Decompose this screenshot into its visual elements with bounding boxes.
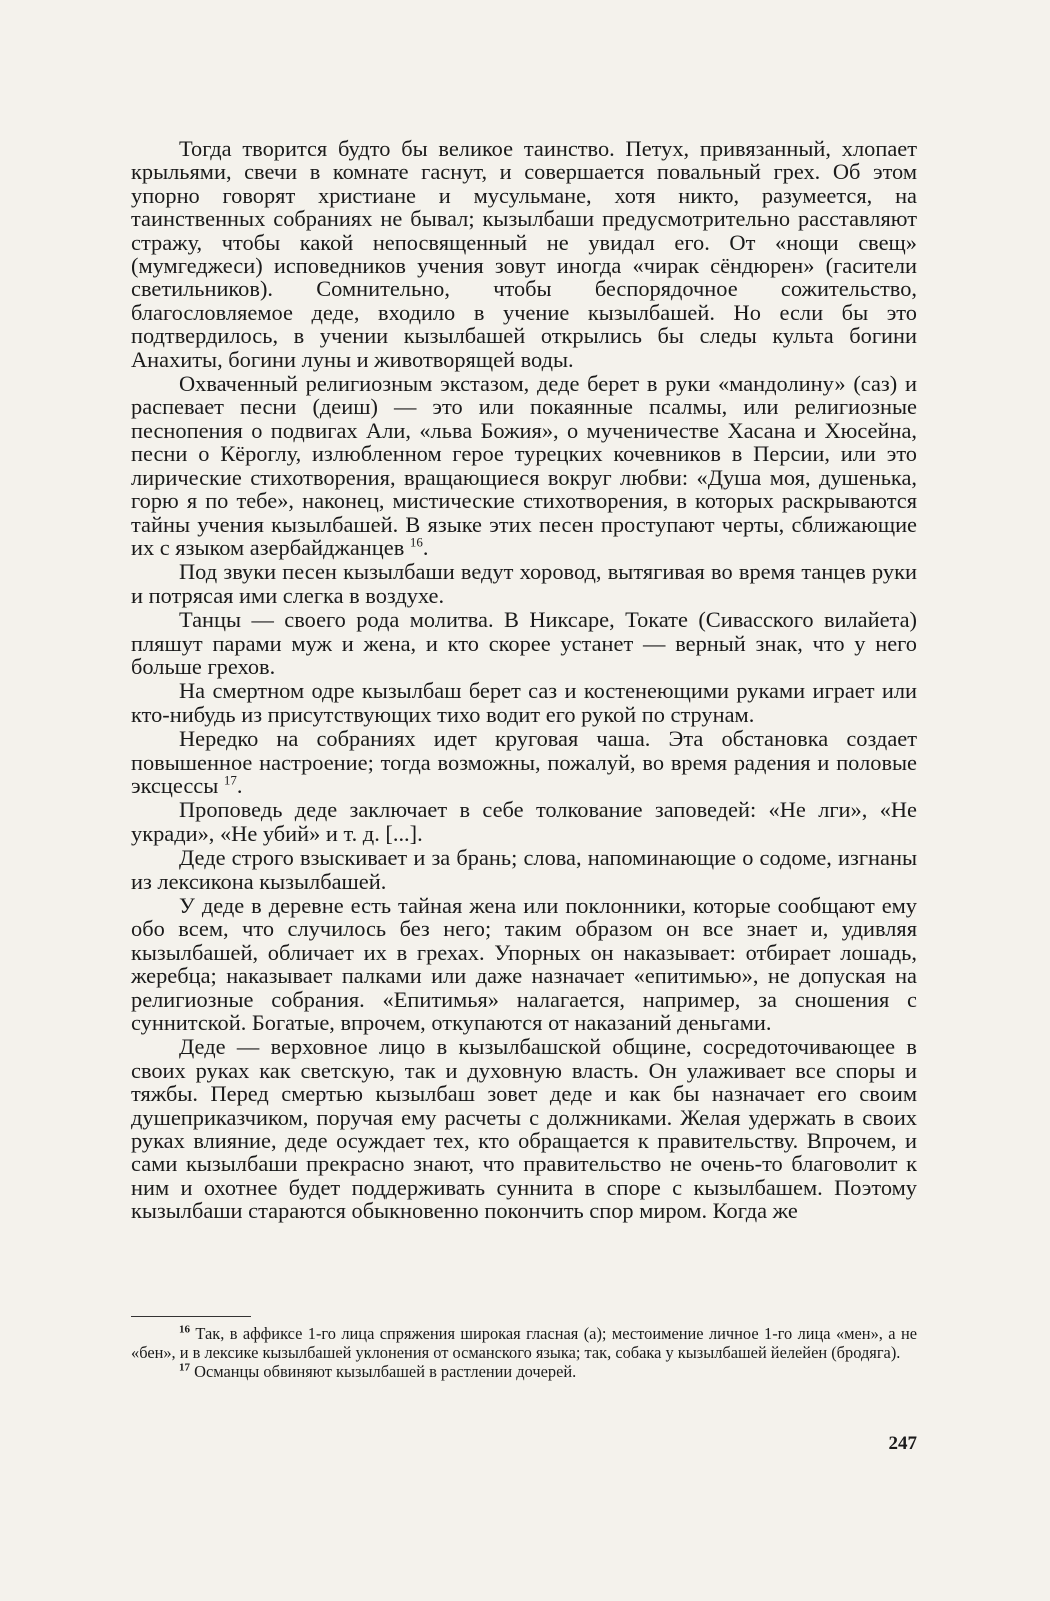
footnote-ref[interactable]: 17 bbox=[223, 772, 237, 788]
paragraph bbox=[131, 372, 917, 559]
paragraph-text: Деде — верховное лицо в кызылбашской общине, сосредоточивающее в своих руках как светскую, так и духовную власть. Он улаживает все споры и тяжбы. Перед смертью кызылбаш зовет деде и как бы назначает его своим душеприказчиком, поручая ему расчеты с должниками. Желая удержать в своих руках влияние, деде осуждает тех, кто обращается к правительству. Впрочем, и сами кызылбаши прекрасно знают, что правительство не очень-то благоволит к ним и охотнее будет поддерживать суннита в споре с кызылбашем. Поэтому кызылбаши стараются обыкновенно покончить спор миром. Когда же bbox=[131, 1034, 917, 1224]
paragraph-text: Проповедь деде заключает в себе толкование заповедей: «Не лги», «Не укради», «Не убий» и т. д. [...]. bbox=[131, 797, 917, 846]
paragraph-text-end: . bbox=[422, 534, 429, 560]
footnote-text: Османцы обвиняют кызылбашей в растлении дочерей. bbox=[194, 1362, 577, 1382]
page-number: 247 bbox=[888, 1433, 917, 1454]
paragraph-text: Тогда творится будто бы великое таинство. Петух, привязанный, хлопает крыльями, свечи в комнате гаснут, и совершается повальный грех. Об этом упорно говорят христиане и мусульмане, хотя никто, разумеется, на таинственных собраниях не бывал; кызылбаши предусмотрительно расставляют стражу, чтобы какой непосвященный не увидал его. От «нощи свещ» (мумгеджеси) исповедников учения зовут иногда «чирак сёндюрен» (гасители светильников). Сомнительно, чтобы беспорядочное сожительство, благословляемое деде, входило в учение кызылбашей. Но если бы это подтвердилось, в учении кызылбашей открылись бы следы культа богини Анахиты, богини луны и животворящей воды. bbox=[131, 136, 917, 372]
footnotes bbox=[131, 1324, 917, 1382]
footnote-number: 17 bbox=[179, 1361, 190, 1374]
footnote bbox=[131, 1362, 917, 1381]
main-text bbox=[131, 137, 917, 1224]
paragraph bbox=[131, 846, 917, 893]
paragraph bbox=[131, 727, 917, 797]
paragraph bbox=[131, 560, 917, 607]
paragraph-text: Деде строго взыскивает и за брань; слова, напоминающие о содоме, изгнаны из лексикона кызылбашей. bbox=[131, 845, 917, 894]
paragraph-text: У деде в деревне есть тайная жена или поклонники, которые сообщают ему обо всем, что случилось без него; таким образом он все знает и, удивляя кызылбашей, обличает их в грехах. Упорных он наказывает: отбирает лошадь, жеребца; наказывает палками или даже назначает «епитимью», не допуская на религиозные собрания. «Епитимья» налагается, например, за сношения с суннитской. Богатые, впрочем, откупаются от наказаний деньгами. bbox=[131, 893, 917, 1036]
paragraph-text: Танцы — своего рода молитва. В Никсаре, Токате (Сивасского вилайета) пляшут парами муж и жена, и кто скорее устанет — верный знак, что у него больше грехов. bbox=[131, 607, 917, 679]
paragraph-text-end: . bbox=[236, 772, 243, 798]
paragraph bbox=[131, 1035, 917, 1222]
paragraph bbox=[131, 608, 917, 678]
footnote-number: 16 bbox=[179, 1323, 190, 1336]
paragraph bbox=[131, 137, 917, 371]
footnote bbox=[131, 1324, 917, 1362]
paragraph-text: Нередко на собраниях идет круговая чаша. Эта обстановка создает повышенное настроение; тогда возможны, пожалуй, во время радения и половые эксцессы bbox=[131, 726, 917, 798]
paragraph bbox=[131, 894, 917, 1034]
footnote-text: Так, в аффиксе 1-го лица спряжения широкая гласная (а); местоимение личное 1-го лица «мен», а не «бен», и в лексике кызылбашей уклонения от османского языка; так, собака у кызылбашей йелейен (бродяга). bbox=[131, 1324, 917, 1363]
footnote-ref[interactable]: 16 bbox=[409, 534, 423, 550]
paragraph bbox=[131, 798, 917, 845]
paragraph-text: Под звуки песен кызылбаши ведут хоровод, вытягивая во время танцев руки и потрясая ими слегка в воздухе. bbox=[131, 559, 917, 608]
paragraph-text: На смертном одре кызылбаш берет саз и костенеющими руками играет или кто-нибудь из присутствующих тихо водит его рукой по струнам. bbox=[131, 678, 917, 727]
footnote-divider bbox=[131, 1316, 251, 1317]
paragraph-text: Охваченный религиозным экстазом, деде берет в руки «мандолину» (саз) и распевает песни (деиш) — это или покаянные псалмы, или религиозные песнопения о подвигах Али, «льва Божия», о мученичестве Хасана и Хюсейна, песни о Кёроглу, излюбленном герое турецких кочевников в Персии, или это лирические стихотворения, вращающиеся вокруг любви: «Душа моя, душенька, горю я по тебе», наконец, мистические стихотворения, в которых раскрываются тайны учения кызылбашей. В языке этих песен проступают черты, сближающие их с языком азербайджанцев bbox=[131, 371, 917, 560]
paragraph bbox=[131, 679, 917, 726]
